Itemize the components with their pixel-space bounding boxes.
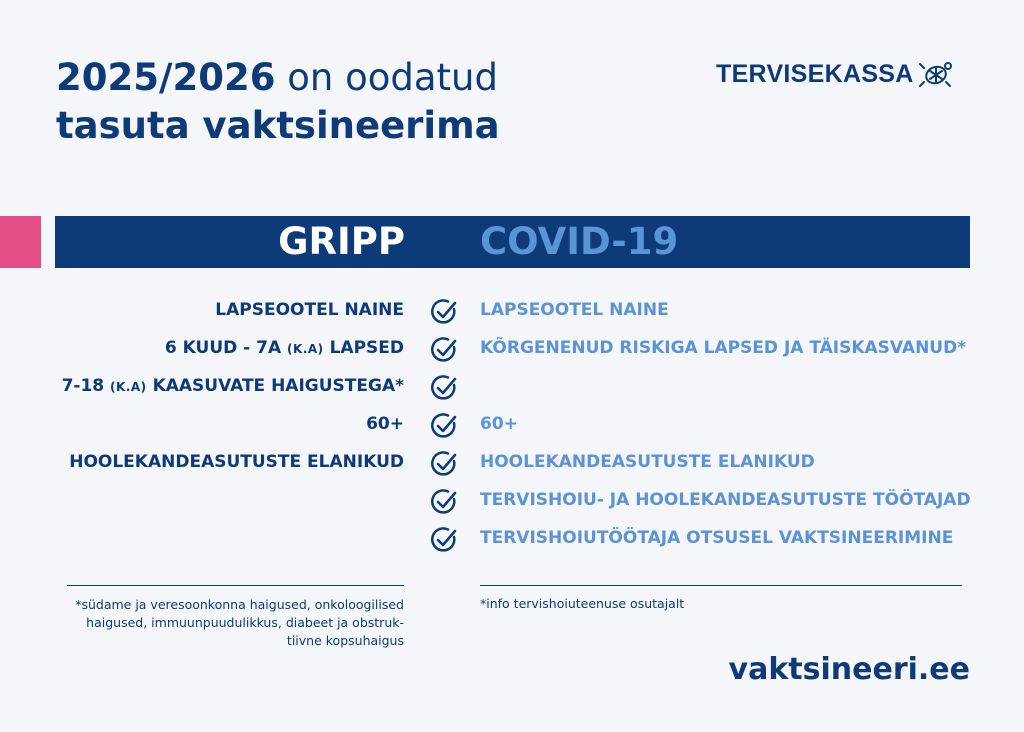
check-icon [430, 336, 458, 364]
footnote-gripp-line: haigused, immuunpuudulikkus, diabeet ja obstruk- [86, 615, 404, 630]
page-title [56, 54, 500, 150]
gripp-item [62, 376, 404, 396]
list-item [0, 335, 1024, 365]
list-item [0, 449, 1024, 479]
title-line-1-rest: on oodatud [275, 56, 498, 99]
tervisekassa-logo [716, 56, 954, 92]
title-line-1 [56, 54, 500, 102]
header-band [55, 216, 970, 268]
gripp-item [165, 338, 404, 358]
list-item [0, 373, 1024, 403]
gripp-item-post: KAASUVATE HAIGUSTEGA* [146, 376, 404, 396]
covid-item: 60+ [480, 414, 518, 434]
divider-right [480, 585, 962, 586]
footnote-gripp-line: tiivne kopsuhaigus [286, 633, 404, 648]
title-line-2: tasuta vaktsineerima [56, 104, 500, 147]
divider-left [67, 585, 404, 586]
covid-item: TERVISHOIUTÖÖTAJA OTSUSEL VAKTSINEERIMINE [480, 528, 954, 548]
covid-item: TERVISHOIU- JA HOOLEKANDEASUTUSTE TÖÖTAJAD [480, 490, 971, 510]
check-icon [430, 488, 458, 516]
website-url[interactable]: vaktsineeri.ee [728, 652, 970, 687]
footnote-gripp [44, 596, 404, 650]
title-years: 2025/2026 [56, 56, 276, 99]
header-covid: COVID-19 [480, 220, 679, 263]
header-gripp: GRIPP [278, 220, 405, 263]
covid-item: LAPSEOOTEL NAINE [480, 300, 669, 320]
check-icon [430, 374, 458, 402]
check-icon [430, 298, 458, 326]
gripp-item: HOOLEKANDEASUTUSTE ELANIKUD [69, 452, 404, 472]
check-icon [430, 526, 458, 554]
turtle-icon [918, 59, 954, 89]
gripp-item-pre: 7-18 [61, 376, 111, 396]
gripp-item-ka: (K.A) [287, 342, 324, 356]
gripp-item-post: LAPSED [323, 338, 404, 358]
list-item [0, 487, 1024, 517]
list-item [0, 525, 1024, 555]
pink-accent-bar [0, 216, 41, 268]
check-icon [430, 412, 458, 440]
check-icon [430, 450, 458, 478]
gripp-item: 60+ [366, 414, 404, 434]
covid-item: KÕRGENENUD RISKIGA LAPSED JA TÄISKASVANUD* [480, 338, 967, 358]
logo-text: TERVISEKASSA [716, 59, 914, 88]
gripp-item-pre: 6 KUUD - 7A [164, 338, 288, 358]
gripp-item: LAPSEOOTEL NAINE [215, 300, 404, 320]
footnote-covid: *info tervishoiuteenuse osutajalt [480, 596, 685, 611]
footnote-gripp-line: *südame ja veresoonkonna haigused, onkoloogilised [75, 597, 404, 612]
gripp-item-ka: (K.A) [110, 380, 147, 394]
covid-item: HOOLEKANDEASUTUSTE ELANIKUD [480, 452, 815, 472]
list-item [0, 411, 1024, 441]
list-item [0, 297, 1024, 327]
